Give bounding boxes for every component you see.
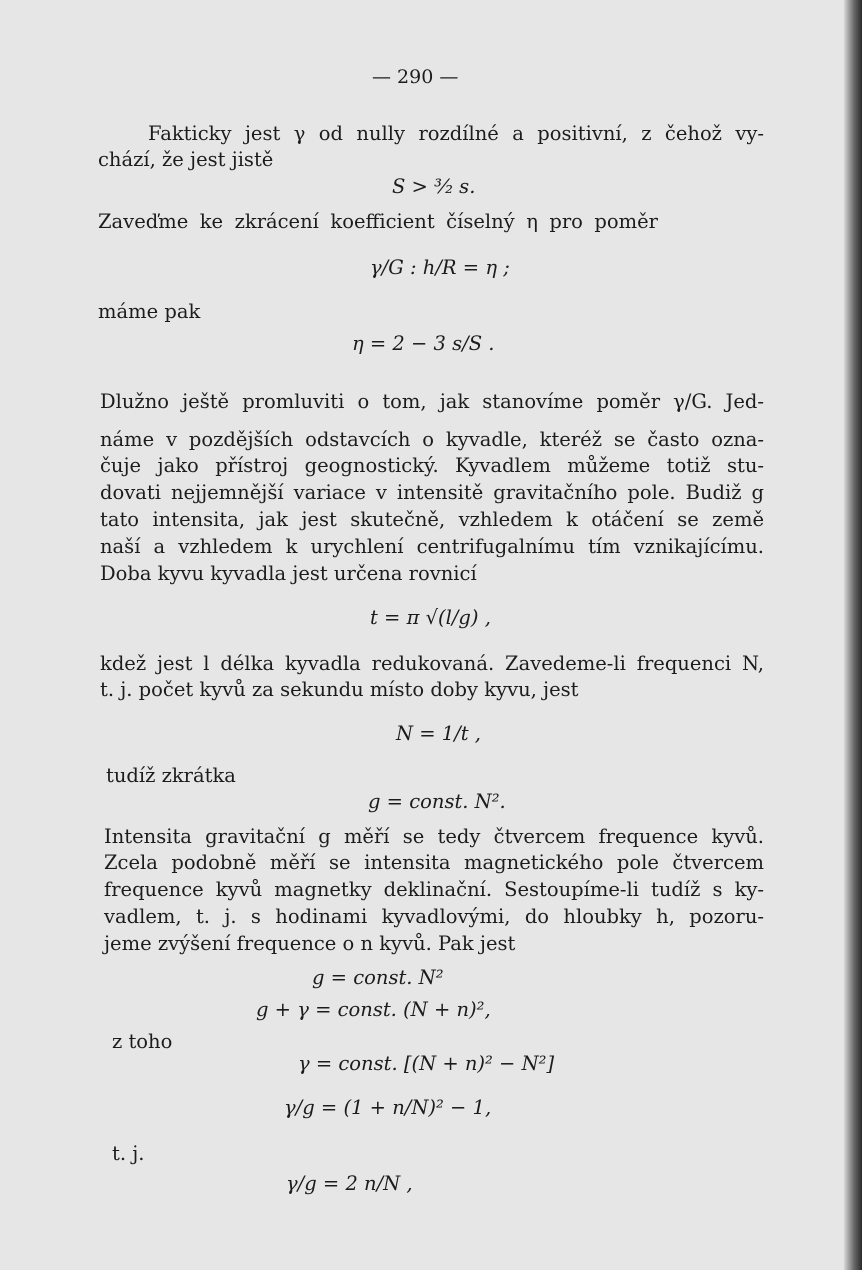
paragraph-line: tudíž zkrátka [106,764,236,787]
paragraph-line: máme pak [98,300,201,323]
paragraph-line: chází, že jest jistě [98,148,274,171]
equation: γ/G : h/R = η ; [370,256,510,279]
equation: η = 2 − 3 s/S . [352,332,495,355]
equation: N = 1/t , [396,722,482,745]
paragraph-line: z toho [112,1030,173,1053]
paragraph-line: Zaveďme ke zkrácení koefficient číselný η pro poměr [98,210,658,233]
paragraph-line: t. j. [112,1142,145,1165]
paragraph-line: čuje jako přístroj geognostický. Kyvadlem můžeme totiž stu- [100,454,764,477]
paragraph-line: kdež jest l délka kyvadla redukovaná. Zavedeme-li frequenci N, [100,652,764,675]
paragraph-line: frequence kyvů magnetky deklinační. Sestoupíme-li tudíž s ky- [104,878,764,901]
paragraph-line: Dlužno ještě promluviti o tom, jak stanovíme poměr γ/G. Jed- [100,390,764,413]
equation: γ = const. [(N + n)² − N²] [298,1052,555,1075]
paragraph-line: náme v pozdějších odstavcích o kyvadle, kteréž se často ozna- [100,428,764,451]
equation: g + γ = const. (N + n)², [256,998,491,1021]
paragraph-line: tato intensita, jak jest skutečně, vzhledem k otáčení se země [100,508,764,531]
equation: γ/g = (1 + n/N)² − 1, [284,1096,492,1119]
equation: γ/g = 2 n/N , [286,1172,413,1195]
paragraph-line: dovati nejjemnější variace v intensitě gravitačního pole. Budiž g [100,481,764,504]
page-number: — 290 — [372,66,459,88]
paragraph-line: Fakticky jest γ od nully rozdílné a positivní, z čehož vy- [148,122,764,145]
paragraph-line: jeme zvýšení frequence o n kyvů. Pak jest [104,932,516,955]
page-edge [844,0,862,1270]
equation: t = π √(l/g) , [370,606,491,629]
equation: S > ³⁄₂ s. [392,175,476,198]
paragraph-line: Zcela podobně měří se intensita magnetického pole čtvercem [104,851,764,874]
paragraph-line: Doba kyvu kyvadla jest určena rovnicí [100,562,477,585]
paragraph-line: naší a vzhledem k urychlení centrifugalnímu tím vznikajícímu. [100,535,764,558]
paragraph-line: t. j. počet kyvů za sekundu místo doby kyvu, jest [100,678,579,701]
paragraph-line: Intensita gravitační g měří se tedy čtvercem frequence kyvů. [104,825,764,848]
paragraph-line: vadlem, t. j. s hodinami kyvadlovými, do hloubky h, pozoru- [104,905,764,928]
equation: g = const. N² [312,966,444,989]
equation: g = const. N². [368,790,506,813]
